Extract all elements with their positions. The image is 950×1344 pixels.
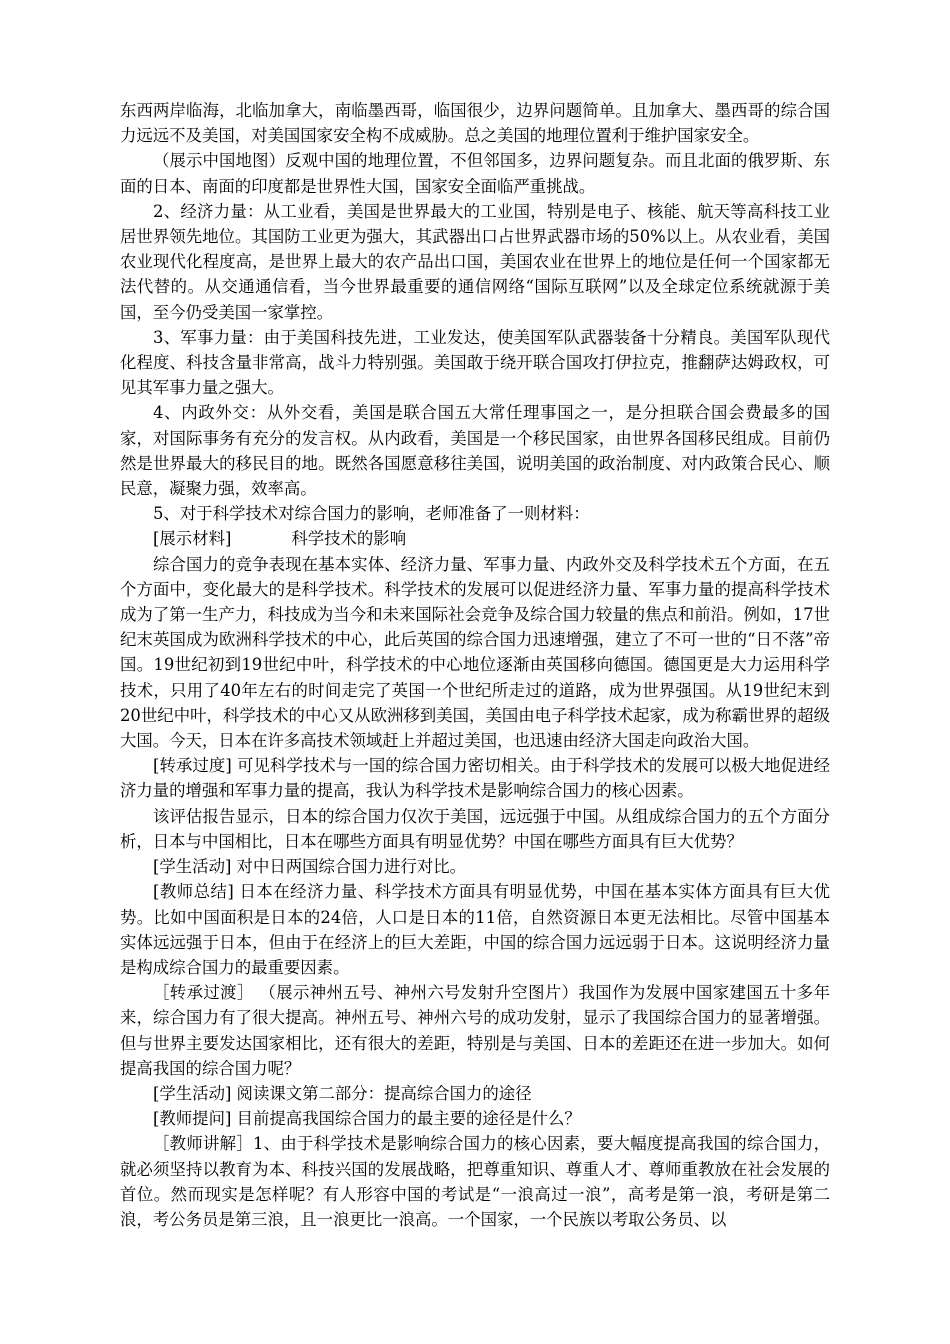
paragraph-12: ［转承过渡］ （展示神州五号、神州六号发射升空图片）我国作为发展中国家建国五十多年来，综合国力有了很大提高。神州五号、神州六号的成功发射，显示了我国综合国力的显著增强。但与世界主要发达国家相比，还有很大的差距，特别是与美国、日本的差距还在进一步加大。如何提高我国的综合国力呢？	[120, 983, 830, 1078]
paragraph-8: [转承过度] 可见科学技术与一国的综合国力密切相关。由于科学技术的发展可以极大地促进经济力量的增强和军事力量的提高，我认为科学技术是影响综合国力的核心因素。	[120, 756, 830, 801]
paragraph-5: 4、内政外交：从外交看，美国是联合国五大常任理事国之一，是分担联合国会费最多的国家，对国际事务有充分的发言权。从内政看，美国是一个移民国家，由世界各国移民组成。目前仍然是世界最大的移民目的地。既然各国愿意移往美国，说明美国的政治制度、对内政策合民心、顺民意，凝聚力强，效率高。	[120, 403, 830, 499]
material-heading	[120, 526, 830, 551]
paragraph-6: 5、对于科学技术对综合国力的影响，老师准备了一则材料：	[153, 504, 590, 524]
paragraph-9: 该评估报告显示，日本的综合国力仅次于美国，远远强于中国。从组成综合国力的五个方面分析，日本与中国相比，日本在哪些方面具有明显优势？中国在哪些方面具有巨大优势？	[120, 806, 830, 851]
paragraph-13: [学生活动] 阅读课文第二部分：提高综合国力的途径	[153, 1083, 532, 1103]
paragraph-10: [学生活动] 对中日两国综合国力进行对比。	[153, 857, 467, 877]
paragraph-15: ［教师讲解］1、由于科学技术是影响综合国力的核心因素，要大幅度提高我国的综合国力，就必须坚持以教育为本、科技兴国的发展战略，把尊重知识、尊重人才、尊师重教放在社会发展的首位。然而现实是怎样呢？有人形容中国的考试是“一浪高过一浪”，高考是第一浪，考研是第二浪，考公务员是第三浪，且一浪更比一浪高。一个国家，一个民族以考取公务员、以	[120, 1134, 830, 1229]
paragraph-2: （展示中国地图）反观中国的地理位置，不但邻国多，边界问题复杂。而且北面的俄罗斯、东面的日本、南面的印度都是世界性大国，国家安全面临严重挑战。	[120, 151, 830, 196]
paragraph-11: [教师总结] 日本在经济力量、科学技术方面具有明显优势，中国在基本实体方面具有巨大优势。比如中国面积是日本的24倍，人口是日本的11倍，自然资源日本更无法相比。尽管中国基本实体远远强于日本，但由于在经济上的巨大差距，中国的综合国力远远弱于日本。这说明经济力量是构成综合国力的最重要因素。	[120, 882, 830, 977]
paragraph-1: 东西两岸临海，北临加拿大，南临墨西哥，临国很少，边界问题简单。且加拿大、墨西哥的综合国力远远不及美国，对美国国家安全构不成威胁。总之美国的地理位置利于维护国家安全。	[120, 101, 830, 146]
paragraph-7: 综合国力的竞争表现在基本实体、经济力量、军事力量、内政外交及科学技术五个方面，在五个方面中，变化最大的是科学技术。科学技术的发展可以促进经济力量、军事力量的提高科学技术成为了第一生产力，科技成为当今和未来国际社会竞争及综合国力较量的焦点和前沿。例如，17世纪末英国成为欧洲科学技术的中心，此后英国的综合国力迅速增强，建立了不可一世的“日不落”帝国。19世纪初到19世纪中叶，科学技术的中心地位逐渐由英国移向德国。德国更是大力运用科学技术，只用了40年左右的时间走完了英国一个世纪所走过的道路，成为世界强国。从19世纪末到20世纪中叶，科学技术的中心又从欧洲移到美国，美国由电子科学技术起家，成为称霸世界的超级大国。今天，日本在许多高技术领域赶上并超过美国，也迅速由经济大国走向政治大国。	[120, 554, 830, 751]
paragraph-4: 3、军事力量：由于美国科技先进，工业发达，使美国军队武器装备十分精良。美国军队现代化程度、科技含量非常高，战斗力特别强。美国敢于绕开联合国攻打伊拉克，推翻萨达姆政权，可见其军事力量之强大。	[120, 327, 830, 398]
material-tag: [展示材料]	[153, 529, 232, 549]
material-title: 科学技术的影响	[291, 529, 407, 549]
paragraph-14: [教师提问] 目前提高我国综合国力的最主要的途径是什么？	[153, 1109, 581, 1129]
paragraph-3: 2、经济力量：从工业看，美国是世界最大的工业国，特别是电子、核能、航天等高科技工业居世界领先地位。其国防工业更为强大，其武器出口占世界武器市场的50%以上。从农业看，美国农业现代化程度高，是世界上最大的农产品出口国，美国农业在世界上的地位是任何一个国家都无法代替的。从交通通信看，当今世界最重要的通信网络“国际互联网”以及全球定位系统就源于美国，至今仍受美国一家掌控。	[120, 201, 830, 322]
